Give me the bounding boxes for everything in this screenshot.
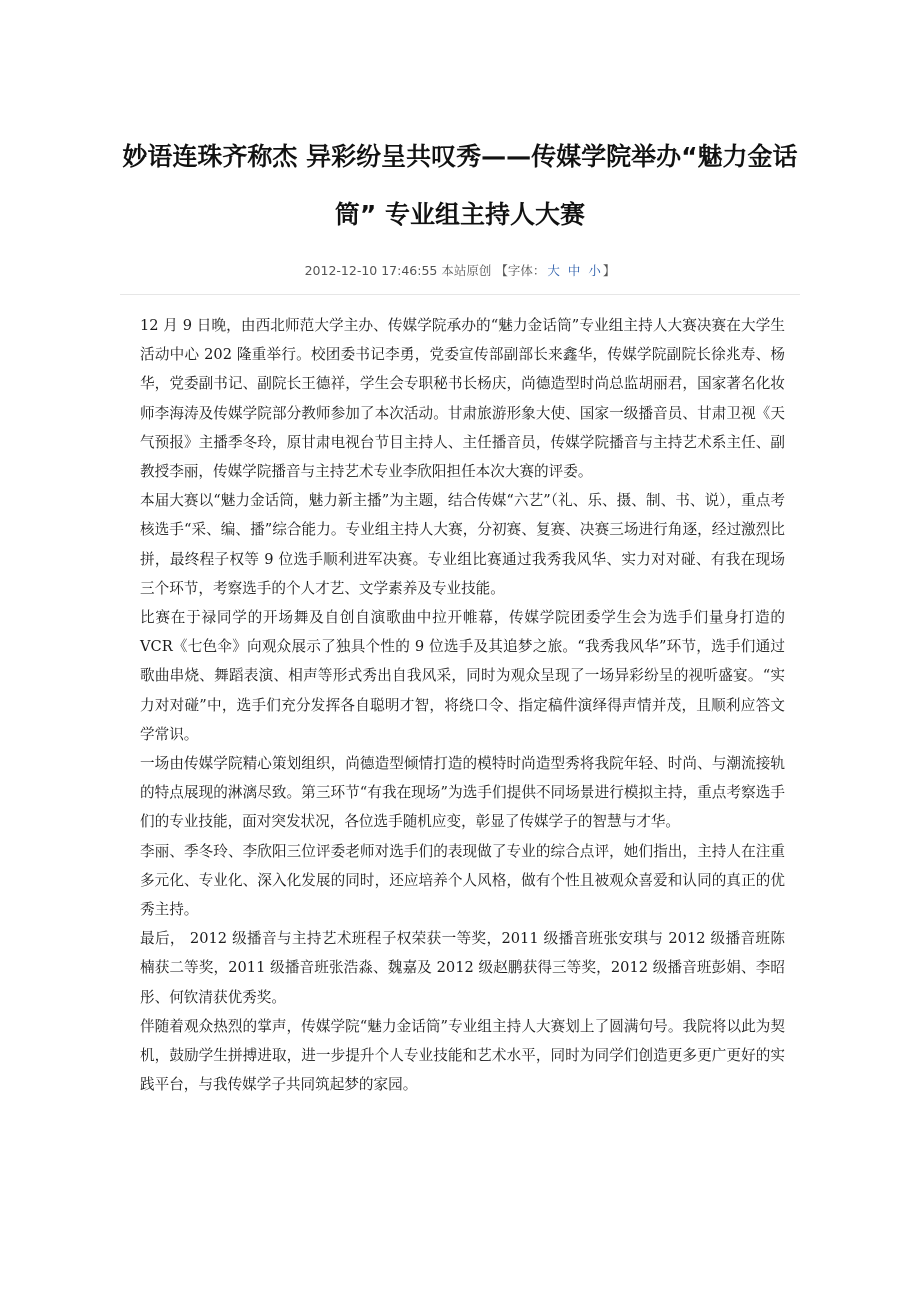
font-size-label-close: 】 bbox=[602, 263, 616, 278]
font-size-large-link[interactable]: 大 bbox=[547, 263, 560, 278]
article-title: 妙语连珠齐称杰 异彩纷呈共叹秀——传媒学院举办“魅力金话筒” 专业组主持人大赛 bbox=[122, 142, 798, 229]
article-paragraph: 李丽、季冬玲、李欣阳三位评委老师对选手们的表现做了专业的综合点评，她们指出，主持人在注重多元化、专业化、深入化发展的同时，还应培养个人风格，做有个性且被观众喜爱和认同的真正的优秀主持。 bbox=[140, 842, 785, 919]
publish-datetime: 2012-12-10 17:46:55 bbox=[304, 263, 438, 278]
font-size-small-link[interactable]: 小 bbox=[588, 263, 601, 278]
header-divider bbox=[120, 294, 800, 295]
article-paragraph: 一场由传媒学院精心策划组织，尚德造型倾情打造的模特时尚造型秀将我院年轻、时尚、与潮流接轨的特点展现的淋漓尽致。第三环节“有我在现场”为选手们提供不同场景进行模拟主持，重点考察选手们的专业技能，面对突发状况，各位选手随机应变，彰显了传媒学子的智慧与才华。 bbox=[140, 755, 785, 831]
article-body bbox=[140, 311, 785, 1099]
font-size-label-open: 【字体： bbox=[495, 263, 546, 278]
article-paragraph: 12 月 9 日晚，由西北师范大学主办、传媒学院承办的“魅力金话筒”专业组主持人大赛决赛在大学生活动中心 202 隆重举行。校团委书记李勇，党委宣传部副部长来鑫华，传媒学院副院长徐兆寿、杨华，党委副书记、副院长王德祥，学生会专职秘书长杨庆，尚德造型时尚总监胡丽君，国家著名化妆师李海涛及传媒学院部分教师参加了本次活动。甘肃旅游形象大使、国家一级播音员、甘肃卫视《天气预报》主播季冬玲，原甘肃电视台节目主持人、主任播音员，传媒学院播音与主持艺术系主任、副教授李丽，传媒学院播音与主持艺术专业李欣阳担任本次大赛的评委。 bbox=[140, 317, 785, 481]
article-source: 本站原创 bbox=[441, 263, 492, 278]
article-paragraph: 伴随着观众热烈的掌声，传媒学院“魅力金话筒”专业组主持人大赛划上了圆满句号。我院将以此为契机，鼓励学生拼搏进取，进一步提升个人专业技能和艺术水平，同时为同学们创造更多更广更好的实践平台，与我传媒学子共同筑起梦的家园。 bbox=[140, 1017, 785, 1094]
font-size-medium-link[interactable]: 中 bbox=[567, 263, 581, 278]
article-paragraph: 最后， 2012 级播音与主持艺术班程子权荣获一等奖，2011 级播音班张安琪与 2012 级播音班陈楠获二等奖，2011 级播音班张浩淼、魏嘉及 2012 级赵鹏获得三等奖，2012 级播音班彭娟、李昭彤、何钦清获优秀奖。 bbox=[140, 930, 785, 1006]
article-meta bbox=[0, 262, 920, 280]
article-paragraph: 本届大赛以“魅力金话筒，魅力新主播”为主题，结合传媒“六艺”（礼、乐、摄、制、书、说），重点考核选手“采、编、播”综合能力。专业组主持人大赛，分初赛、复赛、决赛三场进行角逐，经过激烈比拼，最终程子权等 9 位选手顺利进军决赛。专业组比赛通过我秀我风华、实力对对碰、有我在现场三个环节，考察选手的个人才艺、文学素养及专业技能。 bbox=[140, 492, 785, 597]
article-paragraph: 比赛在于禄同学的开场舞及自创自演歌曲中拉开帷幕，传媒学院团委学生会为选手们量身打造的 VCR《七色伞》向观众展示了独具个性的 9 位选手及其追梦之旅。“我秀我风华”环节，选手们通过歌曲串烧、舞蹈表演、相声等形式秀出自我风采，同时为观众呈现了一场异彩纷呈的视听盛宴。“实力对对碰”中，选手们充分发挥各自聪明才智，将绕口令、指定稿件演绎得声情并茂，且顺利应答文学常识。 bbox=[140, 609, 785, 743]
